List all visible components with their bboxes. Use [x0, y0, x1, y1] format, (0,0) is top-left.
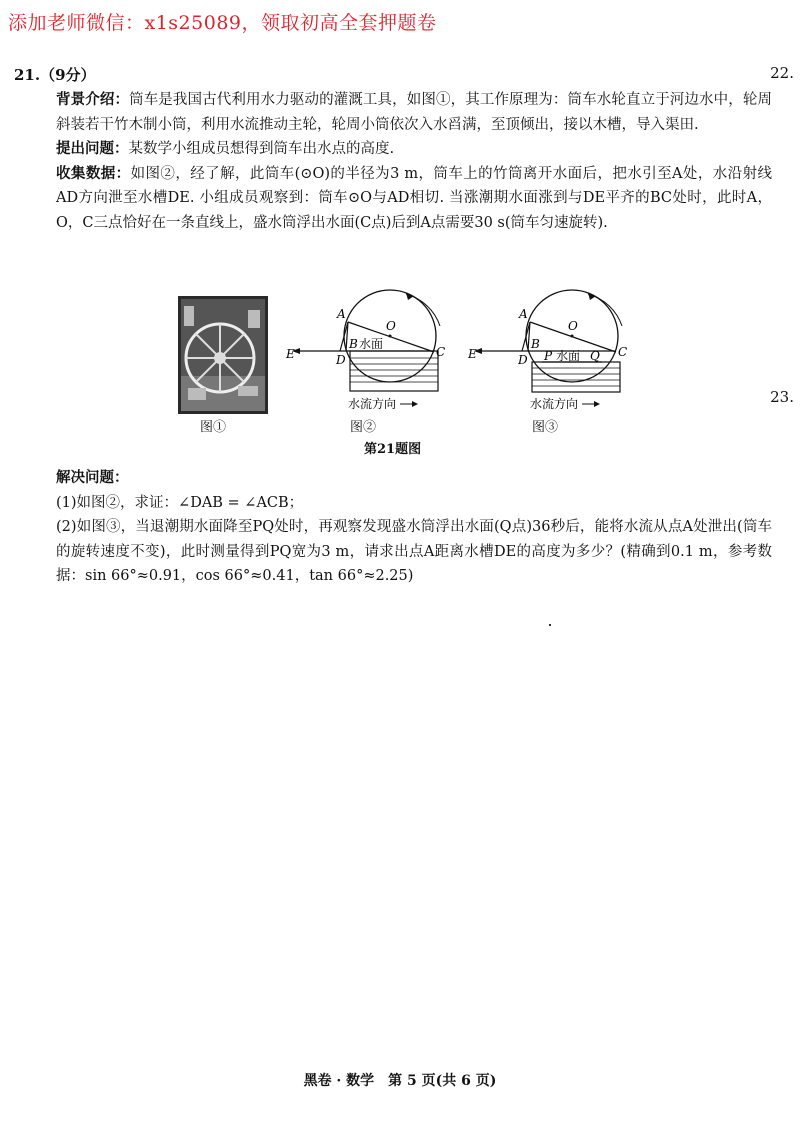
flow-direction-label: 水流方向	[530, 397, 579, 411]
collect-paragraph	[56, 162, 772, 236]
problem-label: 提出问题：	[56, 140, 129, 157]
background-paragraph	[56, 88, 772, 137]
figure-1-photo	[178, 296, 268, 414]
solve-section	[56, 466, 772, 589]
water-surface-label: 水面	[359, 337, 384, 351]
problem-text: 某数学小组成员想得到筒车出水点的高度.	[128, 141, 395, 157]
rotation-arrow	[588, 294, 622, 326]
label-o: O	[568, 319, 578, 333]
page-footer: 黑卷 · 数学 第 5 页(共 6 页)	[303, 1073, 497, 1089]
flow-direction-label: 水流方向	[348, 397, 397, 411]
rotation-arrow	[406, 294, 440, 326]
figure-1-caption: 图①	[200, 420, 227, 435]
collect-label: 收集数据：	[56, 164, 131, 182]
label-b: B	[531, 337, 540, 351]
side-number-22: 22.	[770, 64, 794, 82]
watermark-text: 添加老师微信：x1s25089，领取初高全套押题卷	[8, 12, 437, 34]
figure-group	[170, 296, 630, 461]
label-d: D	[336, 353, 346, 367]
collect-text: 如图②，经了解，此筒车(⊙O)的半径为3 m，筒车上的竹筒离开水面后，把水引至A处，水沿射线AD方向泄至水槽DE. 小组成员观察到：筒车⊙O与AD相切. 当涨潮期水面涨到与DE平齐的BC处时，此时A，O，C三点恰好在一条直线上，盛水筒浮出水面(C点)后到A点需要30 s(筒车匀速旋转).	[56, 165, 772, 231]
figure-2-caption: 图②	[350, 420, 377, 435]
figure-2-diagram	[288, 296, 453, 416]
problem-paragraph	[56, 137, 772, 162]
label-a: A	[519, 307, 528, 321]
part-1-text: (1)如图②，求证：∠DAB = ∠ACB；	[56, 494, 304, 511]
question-body	[56, 64, 772, 235]
label-b: B	[349, 337, 358, 351]
label-o: O	[386, 319, 396, 333]
label-c: C	[618, 345, 628, 359]
label-e: E	[286, 347, 295, 361]
label-p: P	[544, 349, 553, 363]
stray-dot	[549, 624, 551, 626]
label-q: Q	[590, 349, 600, 363]
label-a: A	[337, 307, 346, 321]
question-number-label: 21.	[14, 66, 41, 84]
background-text: 筒车是我国古代利用水力驱动的灌溉工具，如图①，其工作原理为：筒车水轮直立于河边水中，轮周斜装若干竹木制小筒，利用水流推动主轮，轮周小筒依次入水舀满，至顶倾出，接以木槽，导入渠田.	[56, 92, 773, 133]
background-label: 背景介绍：	[56, 91, 130, 108]
question-points: （9分）	[40, 66, 96, 84]
part-2-text: (2)如图③，当退潮期水面降至PQ处时，再观察发现盛水筒浮出水面(Q点)36秒后，能将水流从点A处泄出(筒车的旋转速度不变)，此时测量得到PQ宽为3 m，请求出点A距离水槽DE的高度为多少？(精确到0.1 m，参考数据：sin 66°≈0.91，cos 66°≈0.41，tan 66°≈2.25)	[56, 519, 772, 584]
label-d: D	[518, 353, 528, 367]
figure-3-diagram	[470, 296, 635, 416]
solve-label: 解决问题：	[56, 469, 129, 486]
label-c: C	[436, 345, 446, 359]
water-tank	[350, 351, 438, 391]
label-e: E	[468, 347, 477, 361]
side-number-23: 23.	[770, 388, 794, 406]
water-surface-label: 水面	[556, 349, 581, 363]
figure-3-caption: 图③	[532, 420, 559, 435]
figure-main-caption: 第21题图	[364, 442, 422, 457]
